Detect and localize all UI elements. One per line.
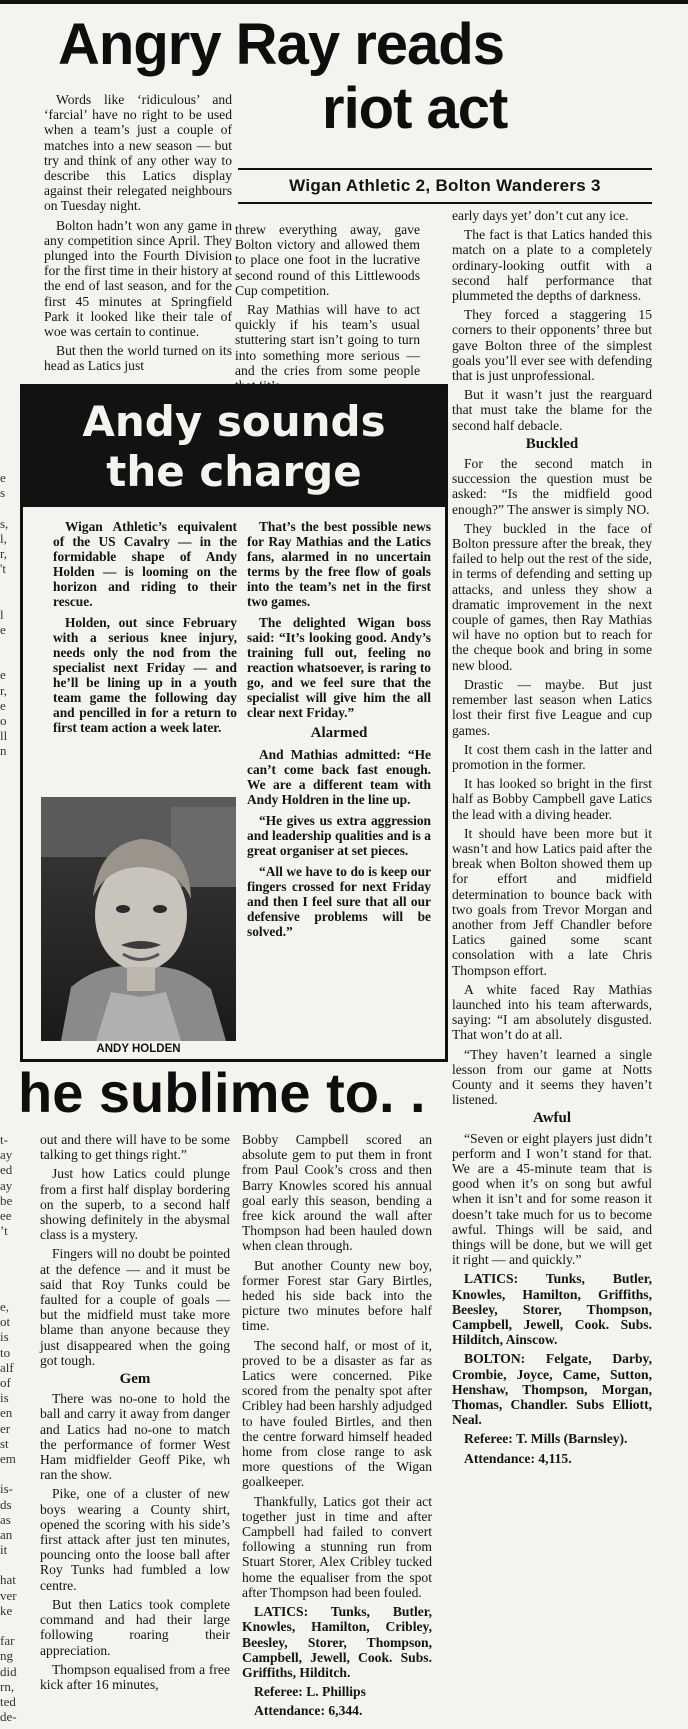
paragraph: “All we have to do is keep our fingers crossed for next Friday and then I feel sure that all our defensive problems will be solved.” bbox=[247, 864, 431, 939]
paragraph: “They haven’t learned a single lesson from our game at Notts County and it seems they haven’t listened. bbox=[452, 1046, 652, 1108]
edge-fragment: ay bbox=[0, 1177, 13, 1193]
photo-caption: ANDY HOLDEN bbox=[96, 1043, 181, 1055]
paragraph: Bolton hadn’t won any game in any competition since April. They plunged into the Fourth Division for the first time in their history at the end of last season, and for the first 45 minutes at Springfield Park it looked like their tale of woe was certain to continue. bbox=[44, 217, 232, 340]
edge-fragment: em bbox=[0, 1450, 16, 1466]
sidebar-headline-line2: the charge bbox=[106, 447, 362, 496]
edge-fragment: ted bbox=[0, 1693, 16, 1709]
paragraph: Words like ‘ridiculous’ and ‘farcial’ have no right to be used when a team’s just a couple of matches into a new season — but try and think of any other way to describe this Latics display against their relegated neighbours on Tuesday night. bbox=[44, 92, 232, 214]
edge-fragment: as bbox=[0, 1511, 11, 1527]
top-rule bbox=[0, 0, 688, 4]
edge-fragment: is bbox=[0, 1390, 9, 1406]
edge-fragment: e bbox=[0, 470, 6, 485]
edge-fragment bbox=[0, 1284, 18, 1299]
paragraph: The delighted Wigan boss said: “It’s looking good. Andy’s training full out, feeling no reaction whatsoever, is raring to go, and we feel sure that the specialist will give him the all clear next Friday.” bbox=[247, 615, 431, 720]
edge-fragment: ds bbox=[0, 1496, 12, 1512]
paragraph: Pike, one of a cluster of new boys wearing a County shirt, opened the scoring with his side’s first attack after just ten minutes, pouncing onto the loose ball after Roy Tunks had fumbled a low centre. bbox=[40, 1486, 230, 1593]
paragraph: Thompson equalised from a free kick after 16 minutes, bbox=[40, 1661, 230, 1692]
paragraph: Bobby Campbell scored an absolute gem to put them in front from Paul Cook’s cross and then Barry Knowles scored his annual goal early this season, bending a free kick around the wall after Thompson had been hauled down when clean through. bbox=[242, 1132, 432, 1254]
paragraph: For the second match in succession the question must be asked: “Is the midfield good enough?” The answer is simply NO. bbox=[452, 456, 652, 517]
paragraph: “He gives us extra aggression and leadership qualities and is a great organiser at set pieces. bbox=[247, 813, 431, 858]
edge-fragment: ke bbox=[0, 1602, 13, 1618]
edge-fragment: e bbox=[0, 667, 6, 683]
edge-fragment: r, bbox=[0, 682, 8, 698]
edge-fragment: hat bbox=[0, 1572, 16, 1588]
edge-fragment: to bbox=[0, 1344, 11, 1360]
edge-fragment bbox=[0, 1618, 18, 1633]
edge-fragment: er bbox=[0, 1420, 11, 1436]
edge-fragment bbox=[0, 637, 16, 652]
edge-fragment: ee bbox=[0, 1207, 12, 1223]
edge-fragment: l, bbox=[0, 530, 7, 546]
edge-fragment: st bbox=[0, 1435, 9, 1451]
edge-fragment: ng bbox=[0, 1648, 13, 1664]
edge-fragment: s, bbox=[0, 515, 9, 531]
paragraph: Fingers will no doubt be pointed at the defence — and it must be said that Roy Tunks could be faulted for a couple of goals — but the midfield must take more blame than anyone because they just disappeared when the going got tough. bbox=[40, 1246, 230, 1368]
subhead-buckled: Buckled bbox=[525, 435, 579, 452]
sidebar-column-2 bbox=[247, 519, 431, 945]
right-column bbox=[452, 208, 652, 1470]
paragraph: Ray Mathias will have to act quickly if his team’s usual stuttering start isn’t going to turn into something more serious — and the cries from some people bbox=[235, 302, 420, 378]
edge-fragment: far bbox=[0, 1633, 15, 1649]
paragraph: Wigan Athletic’s equivalent of the US Cavalry — in the formidable shape of Andy Holden — is looming on the horizon and riding to their rescue. bbox=[53, 519, 237, 609]
edge-fragment bbox=[0, 576, 16, 591]
paragraph: It should have been more but it wasn’t and how Latics paid after the break when Bolton showed them up for effort and midfield determination to bounce back with two goals from Trevor Morgan and another from Jeff Chandler before Latics gained some scant consolation with a late Chris Thompson effort. bbox=[452, 825, 652, 978]
lower-attendance: Attendance: 6,344. bbox=[254, 1703, 363, 1719]
headline-line1: Angry Ray reads bbox=[58, 12, 504, 77]
paragraph: Holden, out since February with a serious knee injury, needs only the nod from the specialist next Friday — and he’ll be lining up in a youth team game the following day and pencilled in for a return to first team action a week later. bbox=[53, 615, 237, 735]
lower-referee: Referee: L. Phillips bbox=[254, 1684, 366, 1700]
paragraph: threw everything away, gave Bolton victory and allowed them to place one foot in the lucrative second round of this Littlewoods Cup competition. bbox=[235, 222, 420, 298]
sidebar-headline-panel bbox=[23, 387, 445, 507]
paragraph: And Mathias admitted: “He can’t come back fast enough. We are a different team with Andy Holdren in the line up. bbox=[247, 747, 431, 807]
lower-lineup: LATICS: Tunks, Butler, Knowles, Hamilton, Cribley, Beesley, Storer, Thompson, Campbell, Jewell, Cook. Subs. Griffiths, Hilditch. bbox=[242, 1604, 432, 1680]
edge-fragment: l bbox=[0, 606, 4, 622]
edge-fragment: ot bbox=[0, 1314, 11, 1330]
paragraph: A white faced Ray Mathias launched into his team afterwards, saying: “I am absolutely disgusted. That won’t do at all. bbox=[452, 981, 652, 1043]
paragraph: But then Latics took complete command and had their large following roaring their appreciation. bbox=[40, 1596, 230, 1658]
second-column bbox=[235, 222, 420, 397]
scoreline-bar bbox=[238, 168, 652, 204]
headline-line2: riot act bbox=[322, 76, 508, 141]
edge-fragment bbox=[0, 1238, 18, 1253]
adjacent-column-fragment-lower bbox=[0, 1132, 18, 1724]
player-photo bbox=[41, 797, 236, 1041]
edge-fragment: ver bbox=[0, 1587, 17, 1603]
paragraph: There was no-one to hold the ball and carry it away from danger and Latics had no-one to match the performance of former West Ham midfielder Geoff Pike, wh ran the show. bbox=[40, 1391, 230, 1483]
edge-fragment: t- bbox=[0, 1132, 8, 1147]
bolton-lineup: BOLTON: Felgate, Darby, Crombie, Joyce, Came, Sutton, Henshaw, Thompson, Morgan, Thomas, Chandler. Subs Elliott, Neal. bbox=[452, 1351, 652, 1428]
edge-fragment: alf bbox=[0, 1359, 14, 1375]
paragraph: They buckled in the face of Bolton pressure after the break, they failed to help out the rest of the side, in terms of defending and setting up attacks, and unless they show a dramatic improvement in the next couple of games, then Ray Mathias wil have no option but to reach for the cheque book and bring in some new blood. bbox=[452, 520, 652, 673]
lower-column-1 bbox=[40, 1132, 230, 1696]
subhead-alarmed: Alarmed bbox=[310, 725, 368, 741]
edge-fragment: e, bbox=[0, 1299, 10, 1315]
lower-headline: he sublime to. . bbox=[18, 1061, 426, 1124]
edge-fragment: ’t bbox=[0, 1223, 8, 1239]
edge-fragment: be bbox=[0, 1192, 13, 1208]
edge-fragment: o bbox=[0, 713, 7, 728]
referee: Referee: T. Mills (Barnsley). bbox=[464, 1431, 628, 1447]
subhead-awful: Awful bbox=[532, 1110, 572, 1127]
edge-fragment: rn, bbox=[0, 1678, 15, 1694]
edge-fragment: an bbox=[0, 1526, 13, 1542]
paragraph: “Seven or eight players just didn’t perform and I won’t stand for that. We are a 45-minute team that is good when it’s on song but awful when it isn’t and for some reason it doesn’t take much for us to become awful. Things will be said, and things will be done, but we will get it right — and quickly.” bbox=[452, 1130, 652, 1268]
latics-lineup: LATICS: Tunks, Butler, Knowles, Hamilton, Griffiths, Beesley, Storer, Thompson, Campbell, Jewell, Cook. Subs. Hilditch, Ainscow. bbox=[452, 1271, 652, 1348]
paragraph: They forced a staggering 15 corners to their opponents’ three but gave Bolton three of the simplest goals you’ll ever see with defending that is just unprofessional. bbox=[452, 307, 652, 384]
edge-fragment bbox=[0, 500, 16, 515]
edge-fragment: it bbox=[0, 1542, 8, 1558]
edge-fragment: n bbox=[0, 743, 7, 759]
paragraph: But another County new boy, former Forest star Gary Birtles, heded his side back into the picture two minutes before half time. bbox=[242, 1257, 432, 1334]
edge-fragment: did bbox=[0, 1663, 17, 1679]
paragraph: It cost them cash in the latter and promotion in the former. bbox=[452, 741, 652, 772]
edge-fragment bbox=[0, 592, 16, 607]
edge-fragment: de- bbox=[0, 1709, 17, 1725]
intro-column bbox=[44, 92, 232, 378]
paragraph: That’s the best possible news for Ray Mathias and the Latics fans, alarmed in no uncertain terms by the free flow of goals into the team’s net in the first two games. bbox=[247, 519, 431, 609]
paragraph: early days yet’ don’t cut any ice. bbox=[452, 208, 629, 223]
edge-fragment: e bbox=[0, 621, 6, 637]
edge-fragment: ed bbox=[0, 1162, 13, 1178]
edge-fragment: of bbox=[0, 1375, 11, 1390]
edge-fragment bbox=[0, 652, 16, 667]
edge-fragment: 't bbox=[0, 561, 6, 577]
paragraph: The second half, or most of it, proved to be a disaster as far as Latics were concerned. Pike scored from the penalty spot after Cribley had been harshly adjudged to have fouled Birtles, and then the centre forward himself headed home from close range to ask more questions of the Wigan goalkeeper. bbox=[242, 1337, 432, 1490]
sidebar-headline-line1: Andy sounds bbox=[82, 397, 386, 446]
sidebar-story-box bbox=[20, 384, 448, 1062]
adjacent-column-fragment bbox=[0, 470, 16, 759]
edge-fragment bbox=[0, 1269, 18, 1284]
edge-fragment: ay bbox=[0, 1147, 13, 1163]
edge-fragment: e bbox=[0, 697, 6, 713]
subhead-gem: Gem bbox=[119, 1371, 151, 1388]
edge-fragment: ll bbox=[0, 728, 8, 744]
sidebar-column-1 bbox=[53, 519, 237, 741]
lower-column-2 bbox=[242, 1132, 432, 1723]
edge-fragment: en bbox=[0, 1405, 13, 1421]
paragraph: Drastic — maybe. But just remember last season when Latics lost their first five League and cup games. bbox=[452, 676, 652, 738]
paragraph: Thankfully, Latics got their act together just in time and after Campbell had failed to convert following a stunning run from Stuart Storer, Alex Cribley tucked home the equaliser from the spot after Thompson had been fouled. bbox=[242, 1493, 432, 1600]
attendance: Attendance: 4,115. bbox=[464, 1450, 572, 1466]
scoreline: Wigan Athletic 2, Bolton Wanderers 3 bbox=[289, 176, 601, 195]
paragraph: It has looked so bright in the first half as Bobby Campbell gave Latics the lead with a diving header. bbox=[452, 776, 652, 822]
paragraph: out and there will have to be some talking to get things right.” bbox=[40, 1132, 230, 1163]
edge-fragment: r, bbox=[0, 545, 8, 561]
paragraph: The fact is that Latics handed this match on a plate to a completely ordinary-looking outfit with a second half performance that plummeted the depths of darkness. bbox=[452, 227, 652, 304]
edge-fragment: s bbox=[0, 485, 6, 501]
edge-fragment bbox=[0, 1466, 18, 1481]
paragraph: Just how Latics could plunge from a first half display bordering on the superb, to a second half showing definitely in the abysmal class is a mystery. bbox=[40, 1166, 230, 1243]
edge-fragment bbox=[0, 1254, 18, 1269]
edge-fragment: is bbox=[0, 1329, 9, 1345]
edge-fragment bbox=[0, 1557, 18, 1572]
paragraph: But then the world turned on its head as Latics just bbox=[44, 343, 232, 374]
edge-fragment: is- bbox=[0, 1481, 13, 1497]
paragraph: But it wasn’t just the rearguard that must take the blame for the second half debacle. bbox=[452, 387, 652, 433]
